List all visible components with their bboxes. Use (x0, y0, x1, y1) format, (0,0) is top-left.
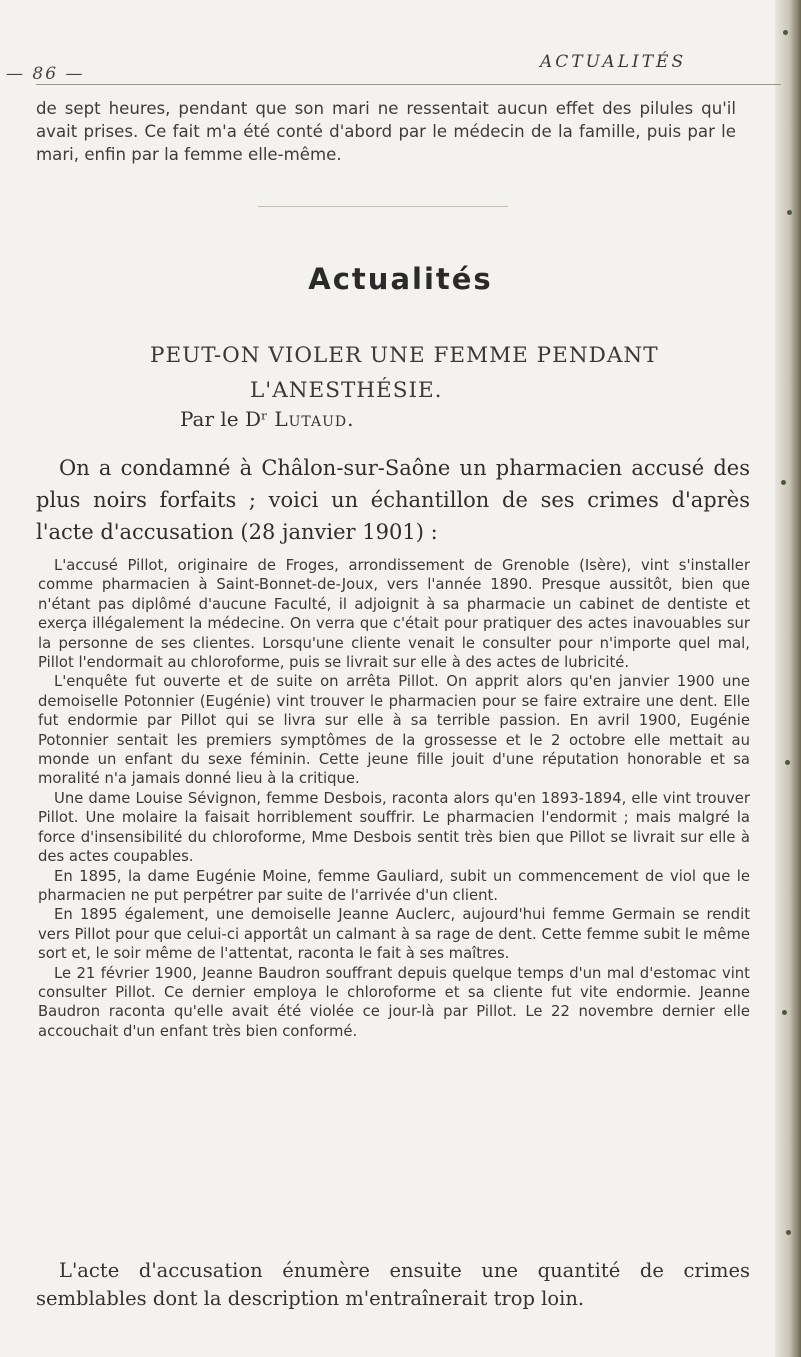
closing-paragraph: L'acte d'accusation énumère ensuite une quantité de crimes semblables dont la description m'entraînerait trop loin. (36, 1259, 750, 1310)
spine-mark (781, 480, 786, 485)
section-divider (258, 206, 508, 207)
page-number: — 86 — (6, 64, 85, 84)
byline-author: Lutaud. (274, 407, 355, 431)
byline-prefix: Par le Dʳ (180, 407, 268, 431)
quote-paragraph: En 1895, la dame Eugénie Moine, femme Gauliard, subit un commencement de viol que le pharmacien ne put perpétrer par suite de l'arrivée d'un client. (38, 867, 750, 904)
book-spine-edge (775, 0, 801, 1357)
spine-mark (787, 210, 792, 215)
quote-paragraph: Une dame Louise Sévignon, femme Desbois, raconta alors qu'en 1893-1894, elle vint trouver Pillot. Une molaire la faisait horriblement souffrir. Le pharmacien l'endormit ; mais malgré la force d'insensibilité du chloroforme, Mme Desbois sentit très bien que Pillot se livrait sur elle à des actes coupables. (38, 789, 750, 866)
quote-paragraph: L'accusé Pillot, originaire de Froges, arrondissement de Grenoble (Isère), vint s'installer comme pharmacien à Saint-Bonnet-de-Joux, vers l'année 1890. Presque aussitôt, bien que n'étant pas diplômé d'aucune Faculté, il adjoignit à sa pharmacie un cabinet de dentiste et exerça illégalement la médecine. On verra que c'était pour pratiquer des actes inavouables sur la personne de ses clientes. Lorsqu'une cliente venait le consulter pour n'importe quel mal, Pillot l'endormait au chloroforme, puis se livrait sur elle à des actes de lubricité. (38, 557, 750, 672)
article-title-line-1: PEUT-ON VIOLER UNE FEMME PENDANT (150, 343, 659, 368)
section-title: Actualités (308, 262, 493, 296)
continued-paragraph: de sept heures, pendant que son mari ne ressentait aucun effet des pilules qu'il avait prises. Ce fait m'a été conté d'abord par le médecin de la famille, puis par le mari, enfin par la femme elle-même. (36, 99, 736, 164)
byline (180, 407, 354, 431)
quote-paragraph: En 1895 également, une demoiselle Jeanne Auclerc, aujourd'hui femme Germain se rendit vers Pillot pour que celui-ci apportât un calmant à sa rage de dent. Cette femme subit le même sort et, le soir même de l'attentat, raconta le fait à ses maîtres. (38, 906, 750, 963)
quote-paragraph: Le 21 février 1900, Jeanne Baudron souffrant depuis quelque temps d'un mal d'estomac vint consulter Pillot. Ce dernier employa le chloroforme et sa cliente fut vite endormie. Jeanne Baudron raconta qu'elle avait été violée ce jour-là par Pillot. Le 22 novembre dernier elle accouchait d'un enfant très bien conformé. (38, 964, 750, 1040)
indictment-quote (38, 556, 750, 1041)
spine-mark (782, 1010, 787, 1015)
spine-mark (786, 1230, 791, 1235)
spine-mark (785, 760, 790, 765)
lead-paragraph: On a condamné à Châlon-sur-Saône un pharmacien accusé des plus noirs forfaits ; voici un échantillon de ses crimes d'après l'acte d'accusation (28 janvier 1901) : (36, 456, 750, 544)
article-title (150, 338, 750, 408)
header-rule (36, 84, 781, 85)
article-title-line-2: L'ANESTHÉSIE. (250, 378, 443, 403)
quote-paragraph: L'enquête fut ouverte et de suite on arrêta Pillot. On apprit alors qu'en janvier 1900 une demoiselle Potonnier (Eugénie) vint trouver le pharmacien pour se faire extraire une dent. Elle fut endormie par Pillot qui se livra sur elle à sa terrible passion. En avril 1900, Eugénie Potonnier sentait les premiers symptômes de la grossesse et le 2 octobre elle mettait au monde un enfant du sexe féminin. Cette jeune fille jouit d'une réputation honorable et sa moralité n'a jamais donné lieu à la critique. (38, 673, 750, 788)
running-head: ACTUALITÉS (540, 52, 687, 72)
spine-mark (783, 30, 788, 35)
